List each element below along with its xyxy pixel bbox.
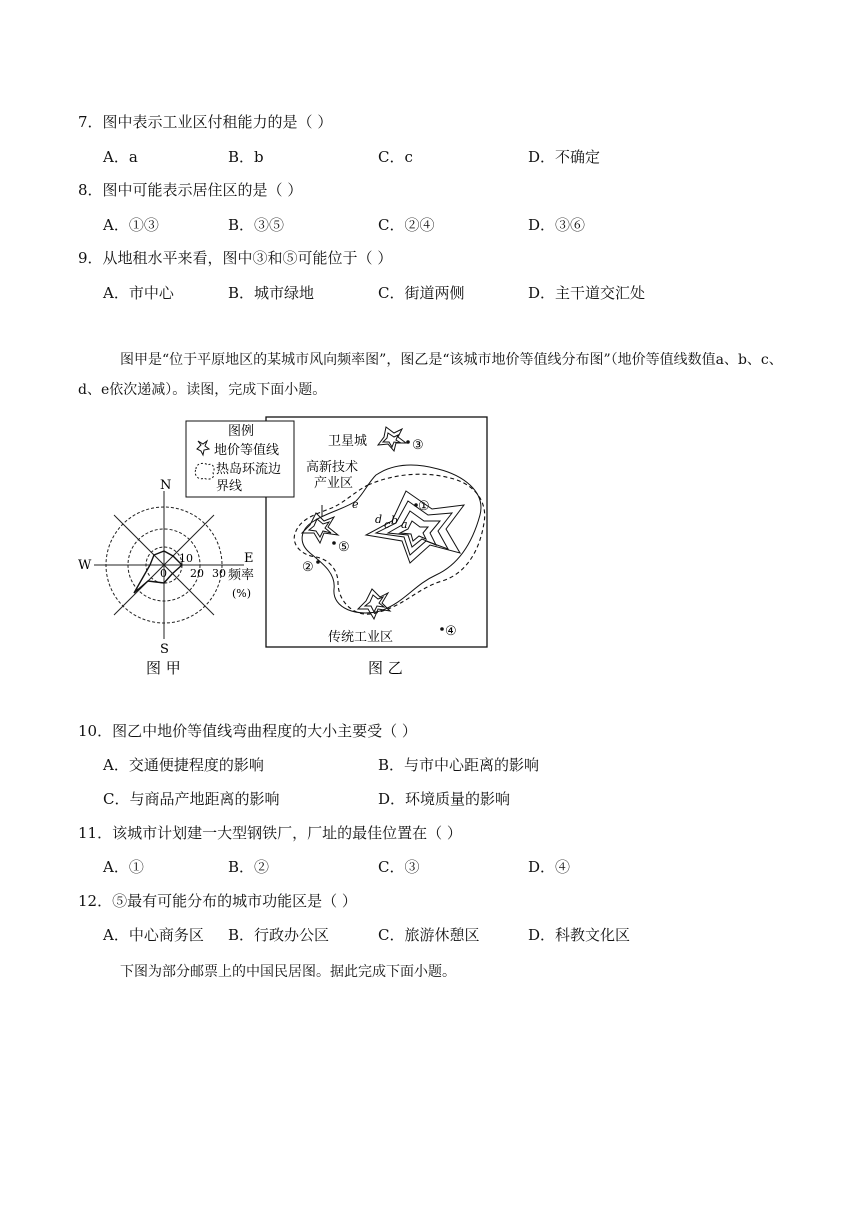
question-9-option-c: C．街道两侧 [378, 284, 465, 302]
question-10-stem: 10．图乙中地价等值线弯曲程度的大小主要受（ ） [78, 722, 417, 740]
contour-letter-a: a [401, 518, 408, 531]
material-intro: 图甲是“位于平原地区的某城市风向频率图”，图乙是“该城市地价等值线分布图”（地价等值线数值a、b、c、d、e依次递减）。读图，完成下面小题。 [78, 352, 783, 398]
rose-frequency-polygon [134, 551, 182, 593]
question-10-option-b: B．与市中心距离的影响 [378, 756, 540, 774]
contour-letter-d: d [375, 513, 383, 526]
point-5-label: ⑤ [338, 540, 350, 555]
legend-title: 图例 [228, 424, 255, 439]
question-12-stem: 12．⑤最有可能分布的城市功能区是（ ） [78, 892, 357, 910]
question-7-stem: 7．图中表示工业区付租能力的是（ ） [78, 113, 333, 131]
figure-jia-caption: 图 甲 [146, 659, 181, 677]
rose-label-e: E [244, 551, 254, 566]
rose-ring-label-20: 20 [190, 567, 204, 580]
question-11-option-a: A．① [103, 858, 144, 876]
question-10-option-a: A．交通便捷程度的影响 [103, 756, 264, 774]
question-8-option-b: B．③⑤ [228, 216, 285, 234]
question-8-stem: 8．图中可能表示居住区的是（ ） [78, 181, 303, 199]
question-12-option-a: A．中心商务区 [103, 926, 204, 944]
traditional-contour-outer [358, 589, 390, 619]
point-2-label: ② [302, 560, 314, 575]
traditional-industry-label: 传统工业区 [328, 630, 394, 645]
material-intro-2: 下图为部分邮票上的中国民居图。据此完成下面小题。 [120, 964, 456, 980]
heat-island-boundary [294, 474, 484, 614]
contour-letter-e: e [352, 498, 359, 511]
land-price-map [186, 417, 487, 677]
question-7-option-d: D．不确定 [528, 148, 601, 166]
hightech-label-1: 高新技术 [306, 460, 359, 475]
question-9-option-a: A．市中心 [103, 284, 174, 302]
satellite-contour-inner [383, 433, 401, 447]
question-11-option-b: B．② [228, 858, 270, 876]
question-12-option-d: D．科教文化区 [528, 926, 631, 944]
rose-label-n: N [160, 478, 172, 493]
rose-ring-label-0: 0 [160, 567, 167, 580]
point-4-dot [440, 627, 444, 631]
contour-letter-b: b [391, 514, 399, 527]
legend-heat-label-2: 界线 [216, 479, 243, 494]
wind-rose [78, 478, 254, 677]
question-7-option-b: B．b [228, 148, 264, 166]
rose-label-w: W [78, 558, 92, 573]
point-4-label: ④ [445, 624, 457, 639]
question-12-option-b: B．行政办公区 [228, 926, 330, 944]
rose-label-s: S [160, 642, 169, 657]
question-7-option-c: C．c [378, 148, 413, 166]
point-3-dot [406, 440, 410, 444]
satellite-city-label: 卫星城 [328, 434, 368, 449]
legend-contour-label: 地价等值线 [214, 443, 280, 458]
contour-d [366, 491, 464, 563]
question-11-stem: 11．该城市计划建一大型钢铁厂，厂址的最佳位置在（ ） [78, 824, 462, 842]
point-5-dot [332, 541, 336, 545]
hightech-contour-outer [302, 513, 338, 543]
question-10-option-c: C．与商品产地距离的影响 [103, 790, 280, 808]
question-9-option-b: B．城市绿地 [228, 284, 315, 302]
figure-wind-rose-and-land-price-map [76, 413, 492, 679]
point-1-label: ① [418, 499, 430, 514]
legend-heat-label-1: 热岛环流边 [216, 462, 282, 477]
question-8-option-a: A．①③ [103, 216, 159, 234]
rose-ring-label-30: 30 [212, 567, 226, 580]
point-3-label: ③ [412, 438, 424, 453]
figure-yi-caption: 图 乙 [368, 659, 403, 677]
question-7-option-a: A．a [103, 148, 138, 166]
contour-letter-c: c [384, 518, 391, 531]
rose-frequency-label: 频率 [228, 568, 255, 583]
point-2-dot [316, 560, 320, 564]
question-8-option-d: D．③⑥ [528, 216, 586, 234]
question-9-option-d: D．主干道交汇处 [528, 284, 646, 302]
question-9-stem: 9．从地租水平来看，图中③和⑤可能位于（ ） [78, 249, 393, 267]
question-11-option-c: C．③ [378, 858, 420, 876]
question-10-option-d: D．环境质量的影响 [378, 790, 511, 808]
hightech-label-2: 产业区 [314, 476, 354, 491]
rose-frequency-unit: (%) [232, 587, 252, 600]
rose-ring-label-10: 10 [179, 552, 193, 565]
question-8-option-c: C．②④ [378, 216, 435, 234]
question-12-option-c: C．旅游休憩区 [378, 926, 480, 944]
question-11-option-d: D．④ [528, 858, 571, 876]
